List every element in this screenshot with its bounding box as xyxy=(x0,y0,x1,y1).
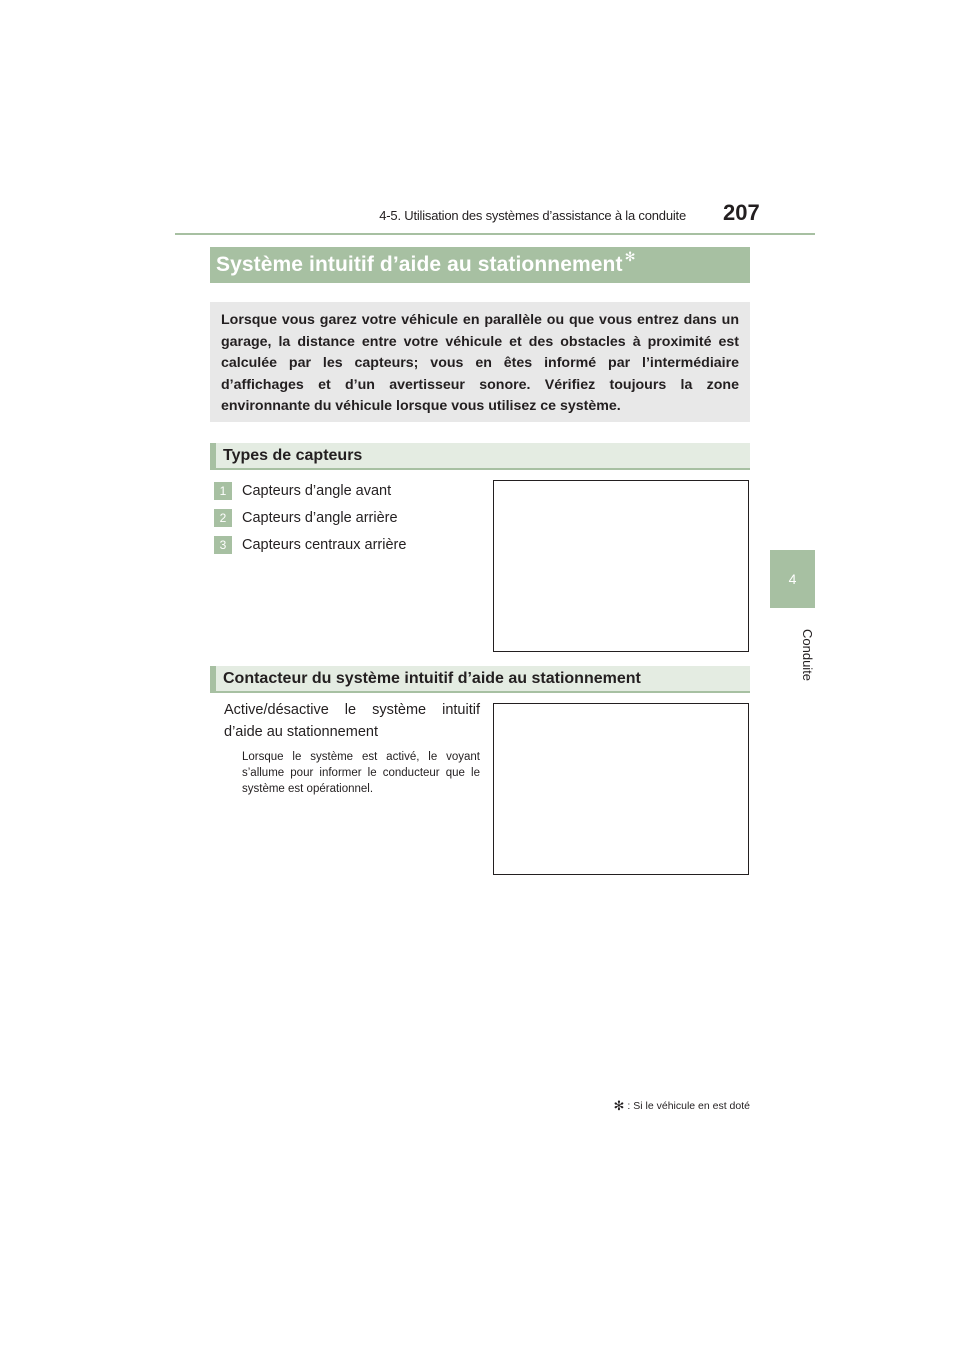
switch-heading-text: Contacteur du système intuitif d’aide au stationnement xyxy=(223,669,641,687)
switch-description: Active/désactive le système intuitif d’aide au stationnement xyxy=(224,702,480,740)
list-item-label: Capteurs centraux arrière xyxy=(242,536,407,553)
switch-note: Lorsque le système est activé, le voyant s’allume pour informer le conducteur que le système est opérationnel. xyxy=(242,751,480,795)
sensor-figure-frame xyxy=(493,480,749,652)
running-header: 4-5. Utilisation des systèmes d’assistance à la conduite xyxy=(379,208,686,223)
list-item-label: Capteurs d’angle arrière xyxy=(242,509,398,526)
page-number: 207 xyxy=(723,200,760,225)
number-badge: 3 xyxy=(214,536,232,554)
list-item xyxy=(214,531,484,558)
list-item-label: Capteurs d’angle avant xyxy=(242,482,392,499)
list-item xyxy=(214,477,484,504)
section-title: Système intuitif d’aide au stationnement xyxy=(216,253,623,276)
chapter-tab xyxy=(770,550,815,608)
sensor-types-heading xyxy=(210,443,750,470)
footnote-text: : Si le véhicule en est doté xyxy=(627,1100,750,1112)
sensor-list xyxy=(214,477,484,558)
footnote-marker-icon: ✻ xyxy=(624,249,636,264)
asterisk-icon: ✻ xyxy=(613,1098,625,1113)
switch-heading xyxy=(210,666,750,693)
chapter-number: 4 xyxy=(788,571,797,587)
sensor-types-heading-text: Types de capteurs xyxy=(223,446,363,464)
number-badge: 1 xyxy=(214,482,232,500)
chapter-name: Conduite xyxy=(800,628,815,682)
header-divider xyxy=(175,233,815,235)
switch-figure-frame xyxy=(493,703,749,875)
number-badge: 2 xyxy=(214,509,232,527)
list-item xyxy=(214,504,484,531)
section-title-banner xyxy=(210,247,750,283)
intro-paragraph: Lorsque vous garez votre véhicule en parallèle ou que vous entrez dans un garage, la distance entre votre véhicule et des obstacles à proximité est calculée par les capteurs; vous en êtes informé par l’intermédiaire d’affichages et d’un avertisseur sonore. Vérifiez toujours la zone environnante du véhicule lorsque vous utilisez ce système. xyxy=(210,302,750,422)
footnote xyxy=(614,1098,750,1114)
